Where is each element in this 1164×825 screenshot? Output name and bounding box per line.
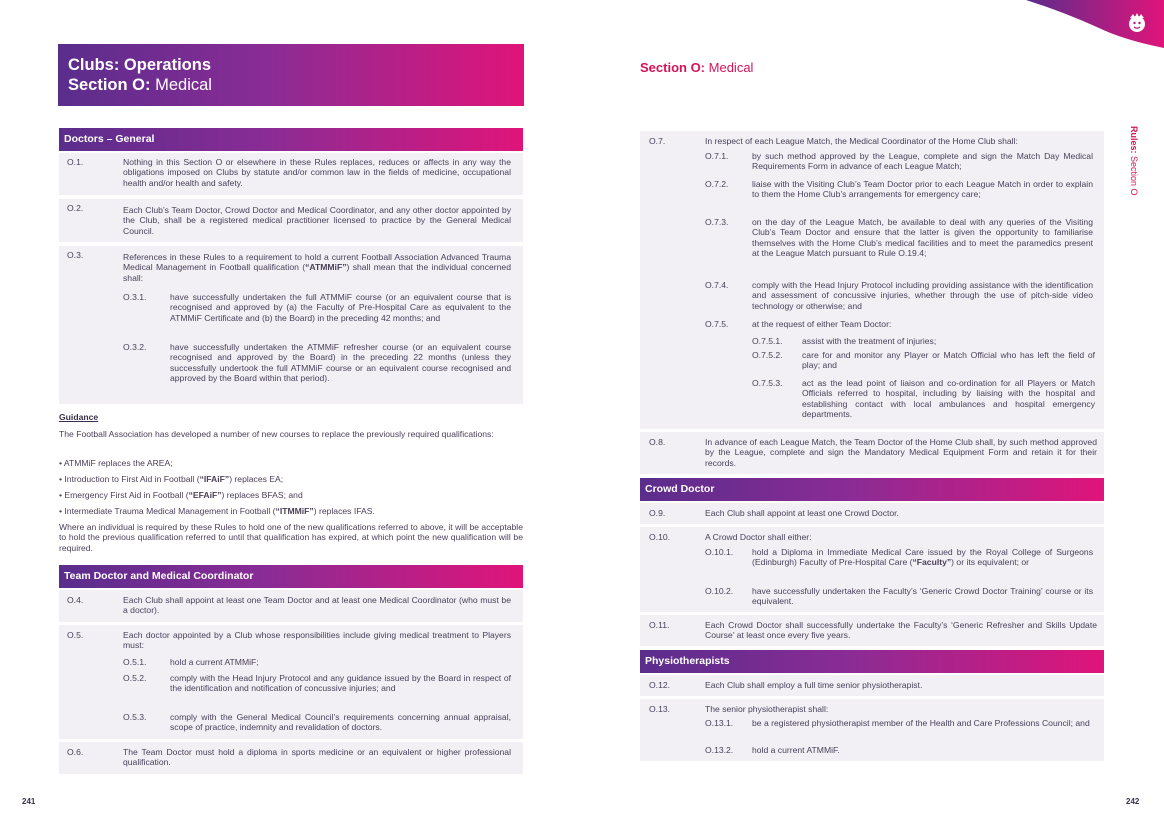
guidance-outro: Where an individual is required by these Rules to hold one of the new qualifications referred to above, it will be acceptable to hold the previous qualification referred to until that qualification has expired, at which point the new qualification will be required. bbox=[59, 522, 523, 553]
rule-o5: O.5. Each doctor appointed by a Club whose responsibilities include giving medical treatment to Players must: O.5.1. hold a current ATMMiF; O.5.2. comply with the Head Injury Protocol and any guidance issued by the Board in respect of the identification and notification of concussive injuries; and O.5.3. comply with the General Medical Council’s requirements concerning annual appraisal, scope of practice, indemnity and revalidation of doctors. bbox=[59, 625, 523, 739]
rule-o11: O.11. Each Crowd Doctor shall successfully undertake the Faculty’s ‘Generic Refresher and Skills Update Course’ at least once every five years. bbox=[640, 615, 1104, 646]
section-header-team-doctor: Team Doctor and Medical Coordinator bbox=[59, 565, 523, 588]
page-title-box bbox=[58, 44, 524, 106]
rule-o4: O.4. Each Club shall appoint at least one Team Doctor and at least one Medical Coordinator (who must be a doctor). bbox=[59, 590, 523, 622]
premier-league-lion-icon bbox=[1124, 10, 1150, 36]
page-title: Clubs: Operations bbox=[68, 56, 212, 74]
rule-o8: O.8. In advance of each League Match, the Team Doctor of the Home Club shall, by such method approved by the League, complete and sign the Mandatory Medical Equipment Form and retain it for their records. bbox=[640, 432, 1104, 474]
rule-o1: O.1. Nothing in this Section O or elsewhere in these Rules replaces, reduces or affects in any way the obligations imposed on Clubs by statute and/or common law in the fields of medicine, occupational health and/or health and safety. bbox=[59, 153, 523, 195]
page-number: 242 bbox=[1126, 797, 1140, 806]
rule-o6: O.6. The Team Doctor must hold a diploma in sports medicine or an equivalent or higher professional qualification. bbox=[59, 742, 523, 774]
page-heading: Section O: Medical bbox=[640, 60, 754, 75]
rule-o13: O.13. The senior physiotherapist shall: O.13.1. be a registered physiotherapist member of the Health and Care Professions Council; and O.13.2. hold a current ATMMiF. bbox=[640, 699, 1104, 761]
rule-o10: O.10. A Crowd Doctor shall either: O.10.1. hold a Diploma in Immediate Medical Care issued by the Royal College of Surgeons (Edinburgh) Faculty of Pre-Hospital Care (“Faculty”) or its equivalent; or O.10.2. have successfully undertaken the Faculty’s ‘Generic Crowd Doctor Training’ course or its equivalent. bbox=[640, 527, 1104, 612]
guidance-heading: Guidance bbox=[59, 412, 99, 422]
rule-o7: O.7. In respect of each League Match, the Medical Coordinator of the Home Club shall: O.7.1. by such method approved by the League, complete and sign the Match Day Medical Requirements Form in advance of each League Match; O.7.2. liaise with the Visiting Club’s Team Doctor prior to each League Match in order to explain to them the Home Club’s arrangements for emergency care; O.7.3. on the day of the League Match, be available to deal with any queries of the Visiting Club’s Team Doctor and ensure that the latter is given the opportunity to familiarise themselves with the Home Club’s medical facilities and to meet the paramedics present at the League Match pursuant to Rule O.19.4; O.7.4. comply with the Head Injury Protocol including providing assistance with the identification and assessment of concussive injuries, whether through the use of pitch-side video technology or otherwise; and O.7.5. at the request of either Team Doctor: O.7.5.1. assist with the treatment of injuries; O.7.5.2. care for and monitor any Player or Match Official who has left the field of play; and O.7.5.3. act as the lead point of liaison and co-ordination for all Players or Match Officials referred to hospital, including by liaising with the hospital and establishing contact with local ambulances and hospital emergency departments. bbox=[640, 131, 1104, 429]
rule-o9: O.9. Each Club shall appoint at least one Crowd Doctor. bbox=[640, 503, 1104, 524]
section-header-physiotherapists: Physiotherapists bbox=[640, 650, 1104, 673]
page-number: 241 bbox=[22, 797, 36, 806]
rule-o2: O.2. Each Club’s Team Doctor, Crowd Doctor and Medical Coordinator, and any other doctor appointed by the Club, shall be a registered medical practitioner licensed to practice by the General Medical Council. bbox=[59, 199, 523, 242]
guidance-bullet: • Intermediate Trauma Medical Management in Football (“ITMMiF”) replaces IFAS. bbox=[59, 506, 375, 516]
guidance-intro: The Football Association has developed a number of new courses to replace the previously required qualifications: bbox=[59, 429, 494, 439]
side-label: Rules: Section O bbox=[1129, 126, 1139, 196]
rule-o3: O.3. References in these Rules to a requirement to hold a current Football Association Advanced Trauma Medical Management in Football qualification (“ATMMiF”) shall mean that the individual concerned shall: O.3.1. have successfully undertaken the full ATMMiF course (or an equivalent course that is recognised and approved by (a) the Faculty of Pre-Hospital Care as equivalent to the ATMMiF Certificate and (b) the Board) in the preceding 42 months; and O.3.2. have successfully undertaken the ATMMiF refresher course (or an equivalent course recognised and approved by the Board) in the preceding 22 months (unless they successfully undertook the full ATMMiF course or an equivalent course recognised and approved by the Board within that period). bbox=[59, 246, 523, 404]
section-header-crowd-doctor: Crowd Doctor bbox=[640, 478, 1104, 501]
page-subtitle: Section O: Medical bbox=[68, 76, 212, 94]
guidance-bullet: • ATMMiF replaces the AREA; bbox=[59, 458, 173, 468]
guidance-bullet: • Emergency First Aid in Football (“EFAiF”) replaces BFAS; and bbox=[59, 490, 303, 500]
guidance-bullet: • Introduction to First Aid in Football (“IFAiF”) replaces EA; bbox=[59, 474, 284, 484]
rule-o12: O.12. Each Club shall employ a full time senior physiotherapist. bbox=[640, 675, 1104, 696]
right-page bbox=[582, 0, 1164, 825]
section-header-doctors-general: Doctors – General bbox=[59, 128, 523, 151]
